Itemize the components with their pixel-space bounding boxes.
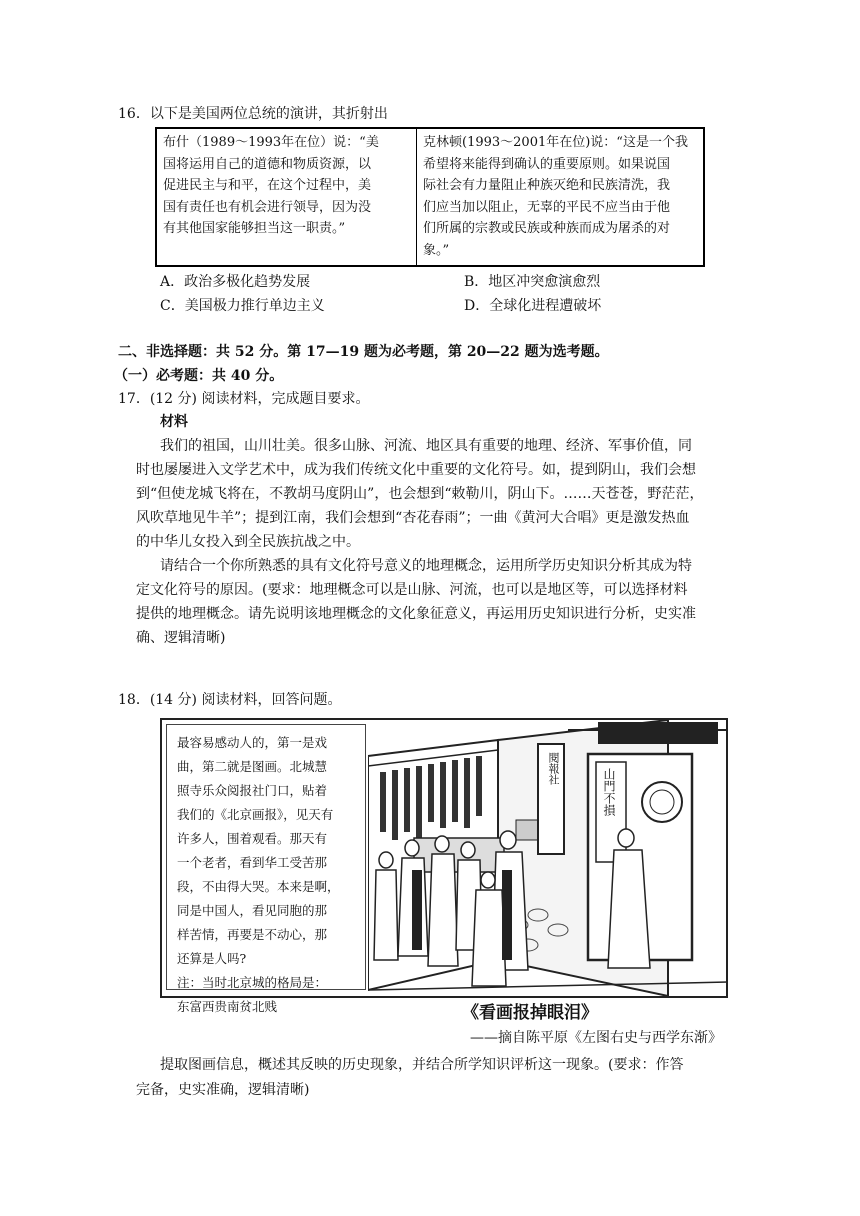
cartoon-text-panel: 最容易感动人的，第一是戏 曲，第二就是图画。北城慧 照寺乐众阅报社门口，贴着 我们的《北京画报》，见天有 许多人，围着观看。那天有 一个老者，看到华工受苦那 段，不由得大哭。本来是啊， 同是中国人，看见同胞的那 样苦情，再要是不动心，那 还算是人吗? 注：当时北京城的格局是： 东富西贵南贫北贱 [166,724,366,990]
q18-task-line: 提取图画信息，概述其反映的历史现象，并结合所学知识评析这一现象。(要求：作答 [160,1057,684,1073]
q16-quote-table [155,127,705,267]
q17-material-line: 的中华儿女投入到全民族抗战之中。 [136,534,360,550]
reading-room-sign-text: 閱報社 [547,752,560,785]
q16-stem: 16．以下是美国两位总统的演讲，其折射出 [118,106,388,122]
q18-task-line: 完备，史实准确，逻辑清晰) [136,1082,310,1098]
q18-source: ——摘自陈平原《左图右史与西学东渐》 [470,1030,722,1046]
q17-task-line: 请结合一个你所熟悉的具有文化符号意义的地理概念，运用所学历史知识分析其成为特 [160,558,692,574]
cartoon-caption: 《看画报掉眼泪》 [462,1003,598,1023]
q16-clinton-quote: 克林顿(1993～2001年在位)说：“这是一个我 希望将来能得到确认的重要原则。如果说国 际社会有力量阻止种族灭绝和民族清洗，我 们应当加以阻止，无辜的平民不应当由于他 们所属的宗教或民族或种族而成为屠杀的对 象。” [423,135,688,258]
q17-task-line: 确、逻辑清晰) [136,630,226,646]
q17-material-line: 时也屡屡进入文学艺术中，成为我们传统文化中重要的文化符号。如，提到阴山，我们会想 [136,462,696,478]
q17-material-line: 风吹草地见牛羊”；提到江南，我们会想到“杏花春雨”；一曲《黄河大合唱》更是激发热血 [136,510,690,526]
section-heading: 二、非选择题：共 52 分。第 17—19 题为必考题，第 20—22 题为选考题。 [118,344,609,360]
q17-material-label: 材料 [160,414,188,430]
q16-bush-quote: 布什（1989～1993年在位）说：“美 国将运用自己的道德和物质资源，以 促进民主与和平，在这个过程中，美 国有责任也有机会进行领导，因为没 有其他国家能够担当这一职责。” [157,129,417,265]
q18-stem: 18．(14 分) 阅读材料，回答问题。 [118,692,342,708]
q16-option-d: D．全球化进程遭破坏 [464,298,602,314]
q17-stem: 17．(12 分) 阅读材料，完成题目要求。 [118,391,370,407]
q16-option-c: C．美国极力推行单边主义 [160,298,325,314]
q17-task-line: 提供的地理概念。请先说明该地理概念的文化象征意义，再运用历史知识进行分析，史实准 [136,606,696,622]
q17-material-line: 我们的祖国，山川壮美。很多山脉、河流、地区具有重要的地理、经济、军事价值，同 [160,438,692,454]
q16-option-b: B．地区冲突愈演愈烈 [464,274,601,290]
section-subheading: （一）必考题：共 40 分。 [114,368,284,384]
q17-material-line: 到“但使龙城飞将在，不教胡马度阴山”，也会想到“敕勒川，阴山下。……天苍苍，野茫茫， [136,486,704,502]
gate-signboard-text: 山門不損 [602,768,616,816]
q16-option-a: A．政治多极化趋势发展 [160,274,311,290]
q17-task-line: 定文化符号的原因。(要求：地理概念可以是山脉、河流，也可以是地区等，可以选择材料 [136,582,688,598]
